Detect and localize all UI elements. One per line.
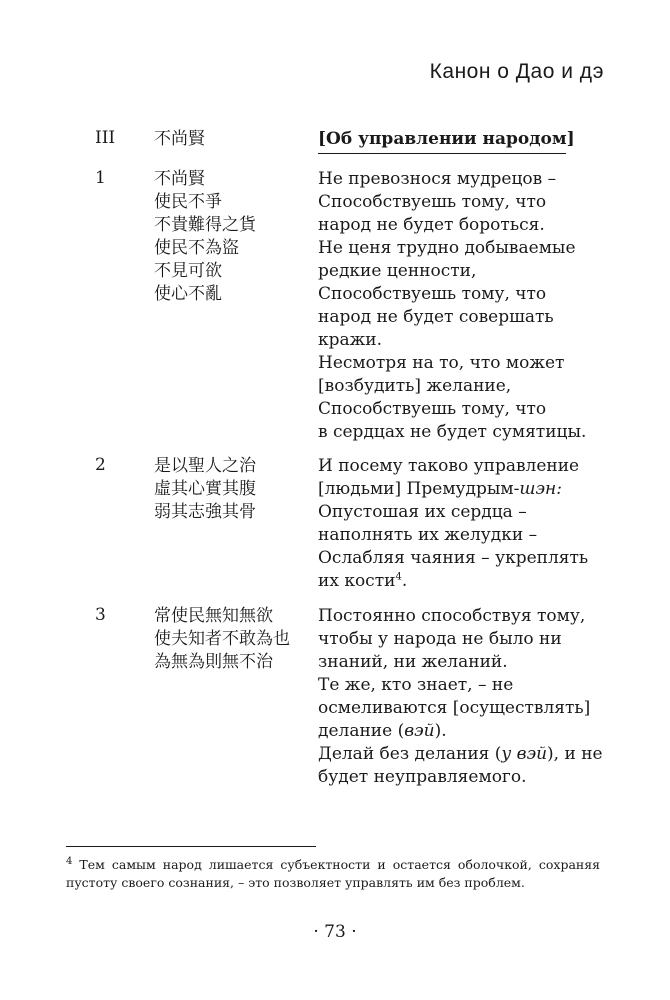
ru-line: Постоянно способствуя тому, (318, 606, 586, 626)
ru-line: народ не будет совершать (318, 307, 554, 327)
ru-line: в сердцах не будет сумятицы. (318, 422, 587, 442)
ru-line: Способствуешь тому, что (318, 399, 547, 419)
ru-line-text: их кости (318, 571, 396, 591)
ru-line (318, 570, 598, 593)
ru-line-text: [людьми] Премудрым- (318, 479, 520, 499)
ru-line: Не ценя трудно добываемые (318, 238, 576, 258)
cn-line: 是以聖人之治 (154, 456, 256, 476)
ru-line: Несмотря на то, что может (318, 353, 565, 373)
stanza-ru-text (318, 605, 603, 789)
ru-term: у вэй (501, 744, 548, 764)
ru-line: Те же, кто знает, – не (318, 675, 514, 695)
ru-term: шэн: (519, 479, 562, 499)
cn-line: 弱其志強其骨 (154, 502, 256, 522)
footnote-marker: 4 (66, 855, 73, 867)
ru-line: чтобы у народа не было ни (318, 629, 562, 649)
ru-line: осмеливаются [осуществлять] (318, 698, 591, 718)
cn-line: 虛其心實其腹 (154, 479, 256, 499)
stanza-cn-text (154, 605, 314, 674)
cn-line: 使心不亂 (154, 284, 222, 304)
cn-line: 不貴難得之貨 (154, 215, 256, 235)
ru-line: народ не будет бороться. (318, 215, 545, 235)
stanza-number: 2 (95, 455, 106, 475)
ru-line: Не превознося мудрецов – (318, 169, 557, 189)
heading-rule (318, 153, 566, 154)
ru-line: редкие ценности, (318, 261, 477, 281)
ru-line: наполнять их желудки – (318, 525, 538, 545)
page-number: · 73 · (313, 922, 357, 942)
cn-line: 使夫知者不敢為也 (154, 629, 290, 649)
ru-line: Способствуешь тому, что (318, 284, 547, 304)
cn-line: 為無為則無不治 (154, 652, 273, 672)
stanza-ru-text (318, 455, 598, 593)
stanza-cn-text (154, 168, 314, 306)
ru-line: [возбудить] желание, (318, 376, 512, 396)
ru-line: знаний, ни желаний. (318, 652, 508, 672)
footnote-text: Тем самым народ лишается субъектности и остается оболочкой, сохраняя пустоту своего сознания, – это позволяет управлять им без проблем. (66, 857, 600, 890)
cn-line: 使民不爭 (154, 192, 222, 212)
ru-line: Ослабляя чаяния – укреплять (318, 548, 589, 568)
ru-line-text: Делай без делания ( (318, 744, 502, 764)
ru-term: вэй (404, 721, 435, 741)
ru-line (318, 743, 603, 766)
stanza-cn-text (154, 455, 314, 524)
ru-line-tail: ), и не (547, 744, 603, 764)
ru-line: будет неуправляемого. (318, 767, 527, 787)
cn-line: 常使民無知無欲 (154, 606, 273, 626)
ru-line-tail: ). (434, 721, 447, 741)
ru-line (318, 720, 598, 743)
ru-line: И посему таково управление (318, 456, 580, 476)
ru-line: кражи. (318, 330, 383, 350)
footnote-ref: 4 (395, 571, 402, 583)
chapter-title-cn: 不尚賢 (154, 129, 205, 149)
stanza-number: 3 (95, 605, 106, 625)
ru-line: Способствуешь тому, что (318, 192, 547, 212)
ru-line-punct: . (401, 571, 408, 591)
ru-line-text: делание ( (318, 721, 405, 741)
footnote-rule (66, 846, 316, 847)
ru-line: Опустошая их сердца – (318, 502, 527, 522)
cn-line: 使民不為盜 (154, 238, 239, 258)
running-header: Канон о Дао и дэ (429, 60, 604, 83)
chapter-number: III (95, 128, 116, 148)
ru-line (318, 478, 598, 501)
chapter-title-ru: [Об управлении народом] (318, 129, 575, 149)
footnote (66, 856, 600, 892)
cn-line: 不尚賢 (154, 169, 205, 189)
cn-line: 不見可欲 (154, 261, 222, 281)
stanza-ru-text (318, 168, 598, 444)
stanza-number: 1 (95, 168, 106, 188)
